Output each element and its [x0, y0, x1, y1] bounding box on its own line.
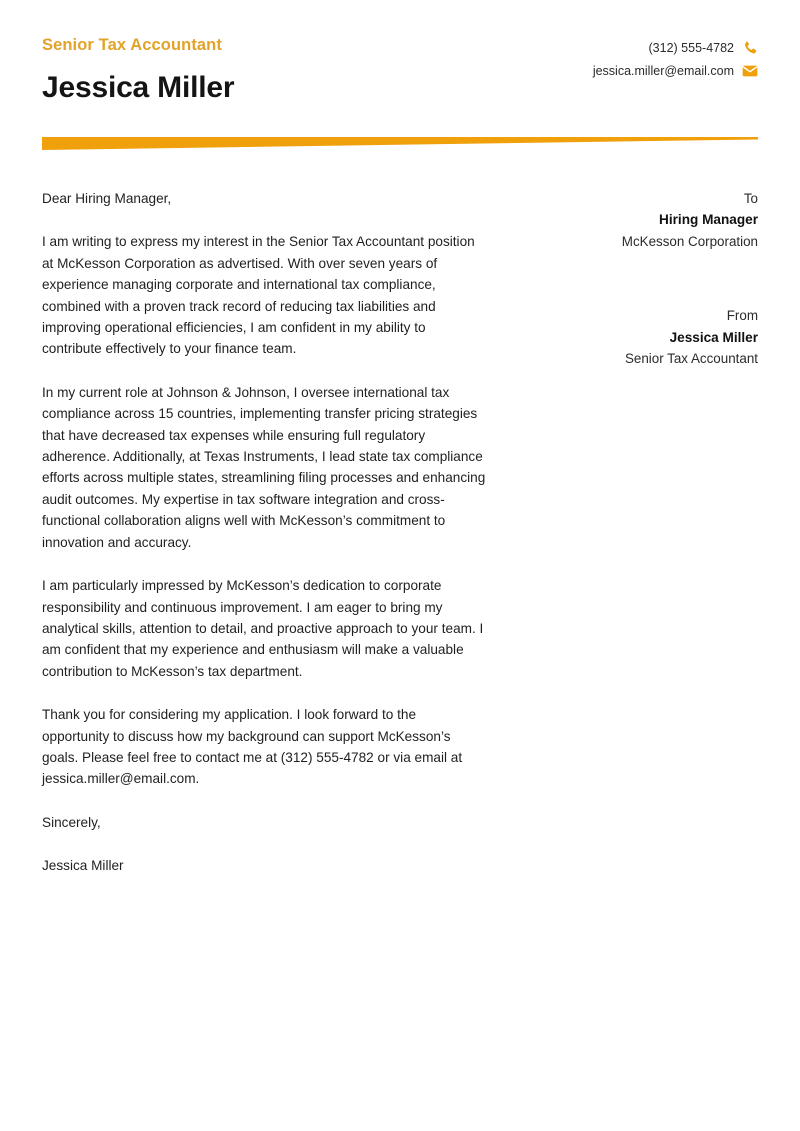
- sender-block: [518, 305, 758, 369]
- sender-label: From: [726, 308, 758, 324]
- letter-salutation: Dear Hiring Manager,: [42, 191, 172, 206]
- contact-info: [593, 40, 758, 80]
- email-icon: [742, 63, 758, 79]
- letter-text-column: [42, 188, 487, 877]
- phone-icon: [742, 40, 758, 56]
- letter-paragraph-1: I am writing to express my interest in the Senior Tax Accountant position at McKesson Corporation as advertised. With over seven years of experience managing corporate and international tax compliance, combined with a proven track record of reducing tax liabilities and improving operational efficiencies, I am confident in my ability to contribute effectively to your finance team.: [42, 234, 475, 357]
- accent-divider: [42, 133, 758, 155]
- contact-email-row[interactable]: [593, 63, 758, 79]
- applicant-job-title: Senior Tax Accountant: [42, 36, 222, 54]
- contact-phone-row[interactable]: [649, 40, 758, 56]
- recipient-organization: McKesson Corporation: [621, 233, 758, 249]
- letter-paragraph-2: In my current role at Johnson & Johnson, I oversee international tax compliance across 15 countries, implementing transfer pricing strategies that have decreased tax expenses while ensuring full regulatory adherence. Additionally, at Texas Instruments, I lead state tax compliance efforts across multiple states, streamlining filing processes and enhancing audit outcomes. My expertise in tax software integration and cross-functional collaboration aligns well with McKesson’s commitment to innovation and accuracy.: [42, 384, 486, 550]
- letter-signature-name: Jessica Miller: [42, 858, 124, 874]
- sender-name: Jessica Miller: [669, 329, 758, 345]
- letter-closing: Sincerely,: [42, 814, 101, 830]
- recipient-block: [518, 188, 758, 252]
- letter-paragraph-4: Thank you for considering my application. I look forward to the opportunity to discuss how my background can support McKesson’s goals. Please feel free to contact me at (312) 555-4782 or via email at jessica.miller@email.com.: [42, 707, 463, 787]
- header-identity: [42, 36, 234, 106]
- contact-phone-text: (312) 555-4782: [648, 41, 734, 55]
- letter-paragraph-3: I am particularly impressed by McKesson’s dedication to corporate responsibility and continuous improvement. I am eager to bring my analytical skills, attention to detail, and proactive approach to your team. I am confident that my experience and enthusiasm will make a valuable contribution to McKesson’s tax department.: [42, 578, 484, 679]
- letter-header: [42, 36, 758, 116]
- applicant-name: Jessica Miller: [42, 70, 235, 104]
- letter-meta-column: [518, 188, 758, 369]
- recipient-name: Hiring Manager: [659, 212, 758, 228]
- recipient-label: To: [743, 191, 758, 206]
- sender-role: Senior Tax Accountant: [624, 351, 758, 367]
- contact-email-text: jessica.miller@email.com: [592, 64, 734, 79]
